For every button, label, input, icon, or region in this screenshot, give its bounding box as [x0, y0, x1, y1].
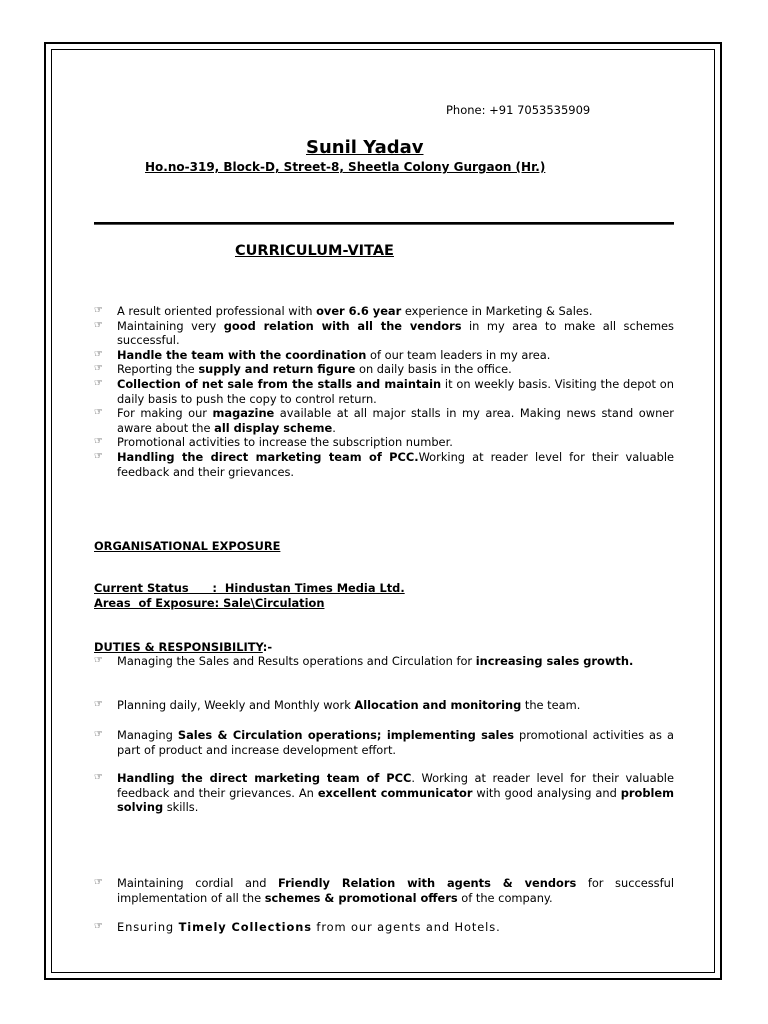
phone-number: Phone: +91 7053535909 — [446, 103, 591, 117]
bold-text: supply and return figure — [198, 362, 356, 377]
summary-item — [94, 348, 674, 363]
duty-text — [117, 771, 674, 814]
header-divider — [94, 222, 674, 225]
bold-text: Allocation and monitoring — [354, 698, 522, 712]
summary-item — [94, 304, 674, 319]
bold-text: Timely Collections — [178, 920, 312, 934]
summary-text — [117, 406, 674, 435]
pointing-hand-icon: ☞ — [94, 305, 103, 316]
text-run: available at all major stalls in my area. Making news stand owner aware about the — [117, 406, 674, 435]
summary-text — [117, 304, 592, 318]
candidate-address: Ho.no-319, Block-D, Street-8, Sheetla Colony Gurgaon (Hr.) — [145, 160, 546, 174]
pointing-hand-icon: ☞ — [94, 407, 103, 419]
pointing-hand-icon: ☞ — [94, 450, 103, 462]
bold-text: problem solving — [117, 785, 675, 815]
text-run: A result oriented professional with — [117, 304, 317, 318]
exposure-section — [94, 539, 674, 554]
text-run: the team. — [521, 698, 581, 712]
document-title: CURRICULUM-VITAE — [235, 243, 394, 259]
duties-heading-row — [94, 640, 674, 655]
pointing-hand-icon: ☞ — [94, 363, 103, 375]
summary-text — [117, 362, 512, 376]
bold-text: increasing sales growth. — [475, 654, 634, 668]
pointing-hand-icon: ☞ — [94, 877, 103, 888]
summary-item — [94, 362, 674, 377]
summary-item — [94, 406, 674, 435]
text-run: Working at reader level for their valuable feedback and their grievances. — [117, 449, 674, 479]
bold-text: schemes & promotional offers — [264, 890, 458, 905]
bold-text: Handling the direct marketing team of PCC. — [117, 449, 419, 464]
summary-text — [117, 348, 550, 362]
pointing-hand-icon: ☞ — [94, 729, 103, 740]
bold-text: Handle the team with the coordination — [117, 347, 367, 362]
pointing-hand-icon: ☞ — [94, 377, 103, 389]
bold-text: Sales & Circulation operations; implementing sales — [177, 728, 514, 742]
pointing-hand-icon: ☞ — [94, 921, 104, 932]
text-run: of our team leaders in my area. — [366, 347, 551, 362]
duty-text — [117, 728, 674, 757]
duty-item — [94, 876, 674, 905]
text-run: Managing — [117, 728, 178, 742]
duty-item — [94, 728, 674, 757]
page-border-inner — [51, 49, 715, 973]
pointing-hand-icon: ☞ — [94, 655, 103, 666]
summary-item — [94, 435, 674, 450]
duty-text — [117, 654, 633, 668]
pointing-hand-icon: ☞ — [94, 699, 103, 710]
pointing-hand-icon: ☞ — [94, 436, 103, 448]
summary-text — [117, 377, 674, 406]
pointing-hand-icon: ☞ — [94, 348, 103, 360]
summary-text — [117, 319, 674, 348]
text-run: Planning daily, Weekly and Monthly work — [117, 698, 355, 712]
pointing-hand-icon: ☞ — [94, 772, 103, 783]
text-run: . — [332, 420, 336, 435]
candidate-name: Sunil Yadav — [306, 137, 424, 158]
current-status: Current Status : Hindustan Times Media Ltd. — [94, 581, 405, 595]
bold-text: over 6.6 year — [316, 304, 402, 318]
text-run: with good analysing and — [472, 785, 621, 800]
bold-text: excellent communicator — [317, 785, 473, 800]
duty-item — [94, 920, 674, 935]
summary-text — [117, 450, 674, 479]
text-run: For making our — [117, 406, 213, 421]
bold-text: all display scheme — [214, 420, 333, 435]
text-run: skills. — [163, 800, 199, 815]
bold-text: good relation with all the vendors — [223, 318, 462, 333]
exposure-heading: ORGANISATIONAL EXPOSURE — [94, 539, 281, 553]
bold-text: Collection of net sale from the stalls and maintain — [117, 376, 442, 391]
text-run: Maintaining cordial and — [117, 876, 279, 890]
text-run: from our agents and Hotels. — [311, 920, 501, 934]
duty-text — [117, 698, 580, 712]
duties-heading-suffix: :- — [262, 640, 273, 654]
pointing-hand-icon: ☞ — [94, 319, 103, 331]
summary-item — [94, 377, 674, 406]
duty-item — [94, 771, 674, 815]
areas-of-exposure: Areas of Exposure: Sale\Circulation — [94, 595, 325, 610]
text-run: Managing the Sales and Results operations and Circulation for — [117, 654, 476, 668]
text-run: on daily basis in the office. — [355, 362, 512, 377]
text-run: for successful implementation of all the — [117, 876, 675, 905]
text-run: Reporting the — [117, 362, 199, 377]
bold-text: Handling the direct marketing team of PCC — [117, 771, 412, 785]
duty-item — [94, 654, 674, 669]
text-run: Ensuring — [117, 920, 179, 934]
duty-text — [117, 920, 501, 934]
summary-list — [94, 304, 674, 479]
text-run: in my area to make all schemes successful. — [117, 318, 674, 348]
exposure-details — [94, 581, 674, 610]
summary-item — [94, 450, 674, 479]
text-run: Maintaining very — [117, 318, 224, 333]
summary-item — [94, 319, 674, 348]
duty-item — [94, 698, 674, 713]
summary-text — [117, 435, 453, 449]
text-run: of the company. — [457, 890, 553, 905]
text-run: . Working at reader level for their valuable feedback and their grievances. An — [117, 771, 674, 800]
duties-heading: DUTIES & RESPONSIBILITY — [94, 640, 263, 654]
bold-text: magazine — [212, 406, 275, 421]
text-run: it on weekly basis. Visiting the depot on daily basis to push the copy to control return. — [117, 376, 674, 406]
text-run: experience in Marketing & Sales. — [401, 304, 593, 318]
duty-text — [117, 876, 674, 905]
text-run: promotional activities as a part of product and increase development effort. — [117, 728, 674, 757]
bold-text: Friendly Relation with agents & vendors — [278, 876, 577, 890]
text-run: Promotional activities to increase the subscription number. — [117, 435, 453, 450]
